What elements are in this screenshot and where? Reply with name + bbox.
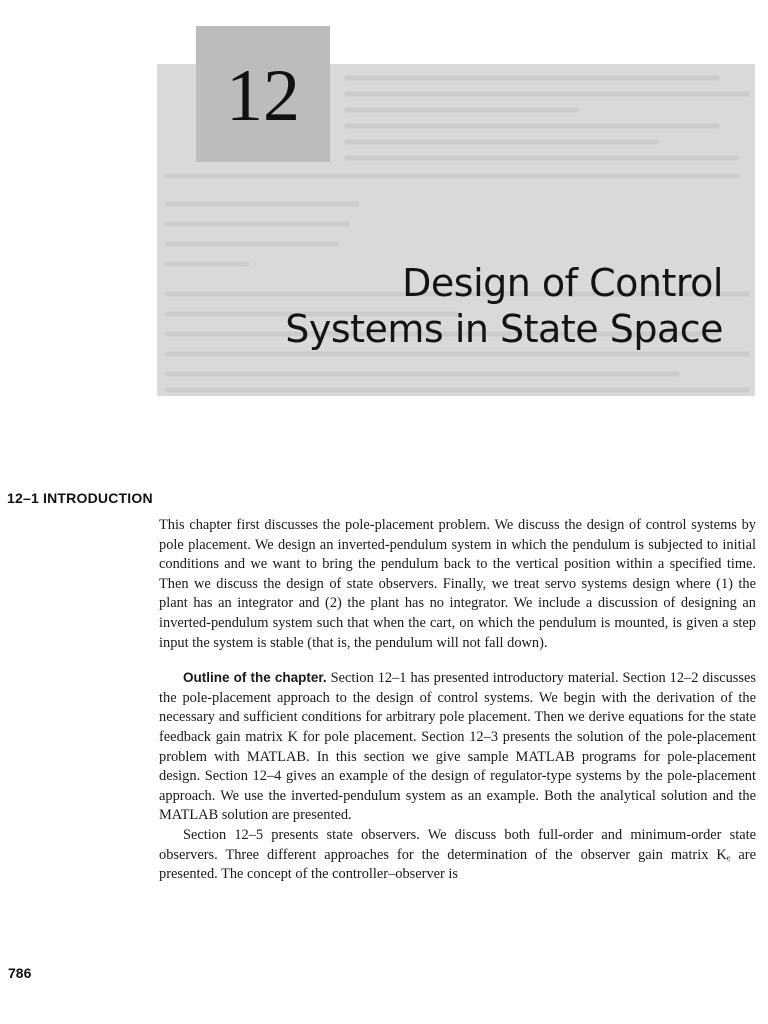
section-heading: 12–1 INTRODUCTION [7,490,153,506]
body-text [159,516,756,885]
paragraph-outline [159,668,756,826]
chapter-title-line-2: Systems in State Space [285,307,723,351]
outline-run-in-heading: Outline of the chapter. [183,670,327,686]
chapter-number: 12 [226,55,300,137]
chapter-title [285,260,723,352]
page-number: 786 [8,965,32,981]
chapter-title-line-1: Design of Control [402,261,723,305]
chapter-number-box [196,26,330,162]
paragraph-outline-text: Section 12–1 has presented introductory material. Section 12–2 discusses the pole-placement approach to the design of control systems. We begin with the derivation of the necessary and sufficient conditions for arbitrary pole placement. Then we derive equations for the state feedback gain matrix K for pole placement. Section 12–3 presents the solution of the pole-placement problem with MATLAB. In this section we give sample MATLAB programs for pole-placement design. Section 12–4 gives an example of the design of regulator-type systems by the pole-placement approach. We use the inverted-pendulum system as an example. Both the analytical solution and the MATLAB solution are presented. [159,670,756,824]
paragraph-intro: This chapter first discusses the pole-placement problem. We discuss the design of control systems by pole placement. We design an inverted-pendulum system in which the pendulum is subjected to initial conditions and we want to bring the pendulum back to the vertical position within a specified time. Then we discuss the design of state observers. Finally, we treat servo systems design where (1) the plant has an integrator and (2) the plant has no integrator. We include a discussion of designing an inverted-pendulum system such that when the cart, on which the pendulum is mounted, is given a step input the system is stable (that is, the pendulum will not fall down). [159,517,756,651]
paragraph-observers: Section 12–5 presents state observers. We discuss both full-order and minimum-order state observers. Three different approaches for the determination of the observer gain matrix Kₑ are presented. The concept of the controller–observer is [159,826,756,883]
